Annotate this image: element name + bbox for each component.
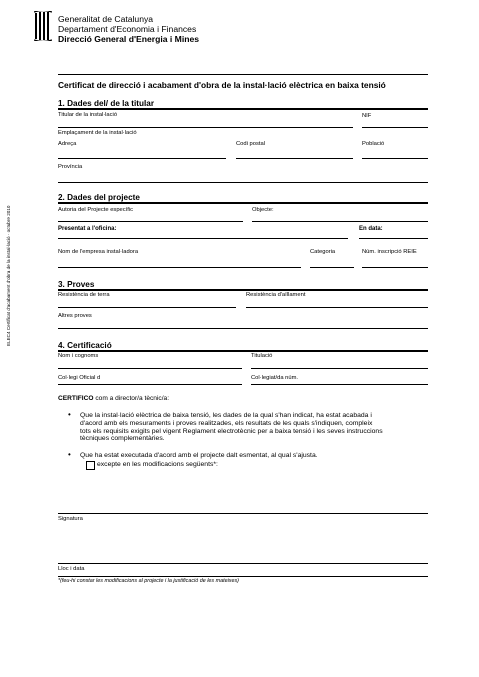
presentat-label: Presentat a l'oficina: (58, 226, 117, 232)
signatura-label: Signatura (58, 516, 83, 522)
checkbox-label: excepte en les modificacions següents*: (97, 461, 218, 468)
en-data-label: En data: (359, 226, 383, 232)
bullet-1-line: Que la instal·lació elèctrica de baixa tensió, les dades de la qual s'han indicat, ha estat acabada i (80, 412, 372, 419)
lloc-data-label: Lloc i data (58, 566, 85, 572)
provincia-label: Província (58, 164, 83, 170)
section-2-heading: 2. Dades del projecte (58, 193, 140, 202)
resistencia-terra-label: Resistència de terra (58, 292, 110, 298)
signature-field[interactable] (58, 563, 428, 564)
side-form-code: ELEC4 Certificat d'acabament d'obra de la instal·lació · octubre 2010 (6, 205, 11, 346)
altres-proves-label: Altres proves (58, 313, 92, 319)
modifications-checkbox[interactable] (86, 461, 95, 470)
categoria-label: Categoria (310, 249, 336, 255)
poblacio-label: Població (362, 141, 385, 147)
col-legi-field[interactable] (58, 384, 242, 385)
titular-field[interactable] (58, 127, 353, 128)
document-title: Certificat de direcció i acabament d'obra de la instal·lació elèctrica en baixa tensió (58, 80, 386, 90)
col-legi-label: Col·legi Oficial d (58, 375, 101, 381)
codi-postal-field[interactable] (236, 158, 353, 159)
section-1-heading: 1. Dades del/ de la titular (58, 99, 155, 108)
section-4-heading: 4. Certificació (58, 341, 112, 350)
section-4-rule (58, 350, 428, 352)
emplacament-label: Emplaçament de la instal·lació (58, 130, 137, 136)
col-legiat-field[interactable] (251, 384, 428, 385)
nif-label: NIF (362, 113, 372, 119)
title-top-rule (58, 74, 428, 75)
autoria-label: Autoria del Projecte específic (58, 207, 134, 213)
section-3-rule (58, 289, 428, 291)
adreca-field[interactable] (58, 158, 226, 159)
titulacio-label: Titulació (251, 353, 273, 359)
lloc-data-field[interactable] (58, 576, 428, 577)
section-1-rule (58, 108, 428, 110)
resistencia-terra-field[interactable] (58, 307, 236, 308)
categoria-field[interactable] (310, 267, 354, 268)
objecte-field[interactable] (252, 221, 428, 222)
bullet-1-icon: • (68, 410, 71, 419)
num-inscripcio-field[interactable] (362, 267, 428, 268)
bullet-1-line: tots els requisits exigits pel vigent Reglament electrotècnic per a baixa tensió i les seves instruccions (80, 427, 383, 435)
certifico-statement (58, 395, 169, 402)
org-line-2: Departament d'Economia i Finances (58, 24, 197, 34)
generalitat-logo-icon (34, 11, 52, 41)
bullet-1-text (80, 412, 383, 443)
signature-top-rule (58, 513, 428, 514)
objecte-label: Objecte: (252, 207, 274, 213)
titular-label: Titular de la instal·lació (58, 112, 118, 118)
nom-field[interactable] (58, 368, 242, 369)
footnote: *(feu-hi constar les modificacions al projecte i la justificació de les mateixes) (58, 578, 239, 584)
en-data-field[interactable] (359, 238, 428, 239)
bullet-2-icon: • (68, 450, 71, 459)
bullet-1-line: d'acord amb els mesuraments i proves realitzades, els resultats de les quals s'indiquen, compleix (80, 419, 373, 427)
col-legiat-label: Col·legiat/da núm. (251, 375, 299, 381)
num-inscripcio-label: Núm. inscripció REIE (362, 249, 417, 255)
nom-label: Nom i cognoms (58, 353, 99, 359)
section-2-rule (58, 202, 428, 204)
section-3-heading: 3. Proves (58, 280, 95, 289)
bullet-1-line: tècniques complementàries. (80, 435, 165, 443)
certifico-word: CERTIFICO (58, 395, 94, 402)
adreca-label: Adreça (58, 141, 77, 147)
titulacio-field[interactable] (251, 368, 428, 369)
resistencia-aillament-label: Resistència d'aïllament (246, 292, 306, 298)
empresa-field[interactable] (58, 267, 301, 268)
org-line-1: Generalitat de Catalunya (58, 14, 154, 24)
provincia-field[interactable] (58, 182, 428, 183)
altres-proves-field[interactable] (58, 328, 428, 329)
presentat-field[interactable] (58, 238, 348, 239)
bullet-2-text: Que ha estat executada d'acord amb el projecte dalt esmentat, al qual s'ajusta. (80, 452, 318, 459)
certifico-rest: com a director/a tècnic/a: (93, 395, 170, 402)
empresa-label: Nom de l'empresa instal·ladora (58, 249, 139, 255)
codi-postal-label: Codi postal (236, 141, 266, 147)
autoria-field[interactable] (58, 221, 243, 222)
poblacio-field[interactable] (362, 158, 428, 159)
resistencia-aillament-field[interactable] (246, 307, 428, 308)
org-line-3: Direcció General d'Energia i Mines (58, 34, 200, 44)
nif-field[interactable] (362, 127, 428, 128)
